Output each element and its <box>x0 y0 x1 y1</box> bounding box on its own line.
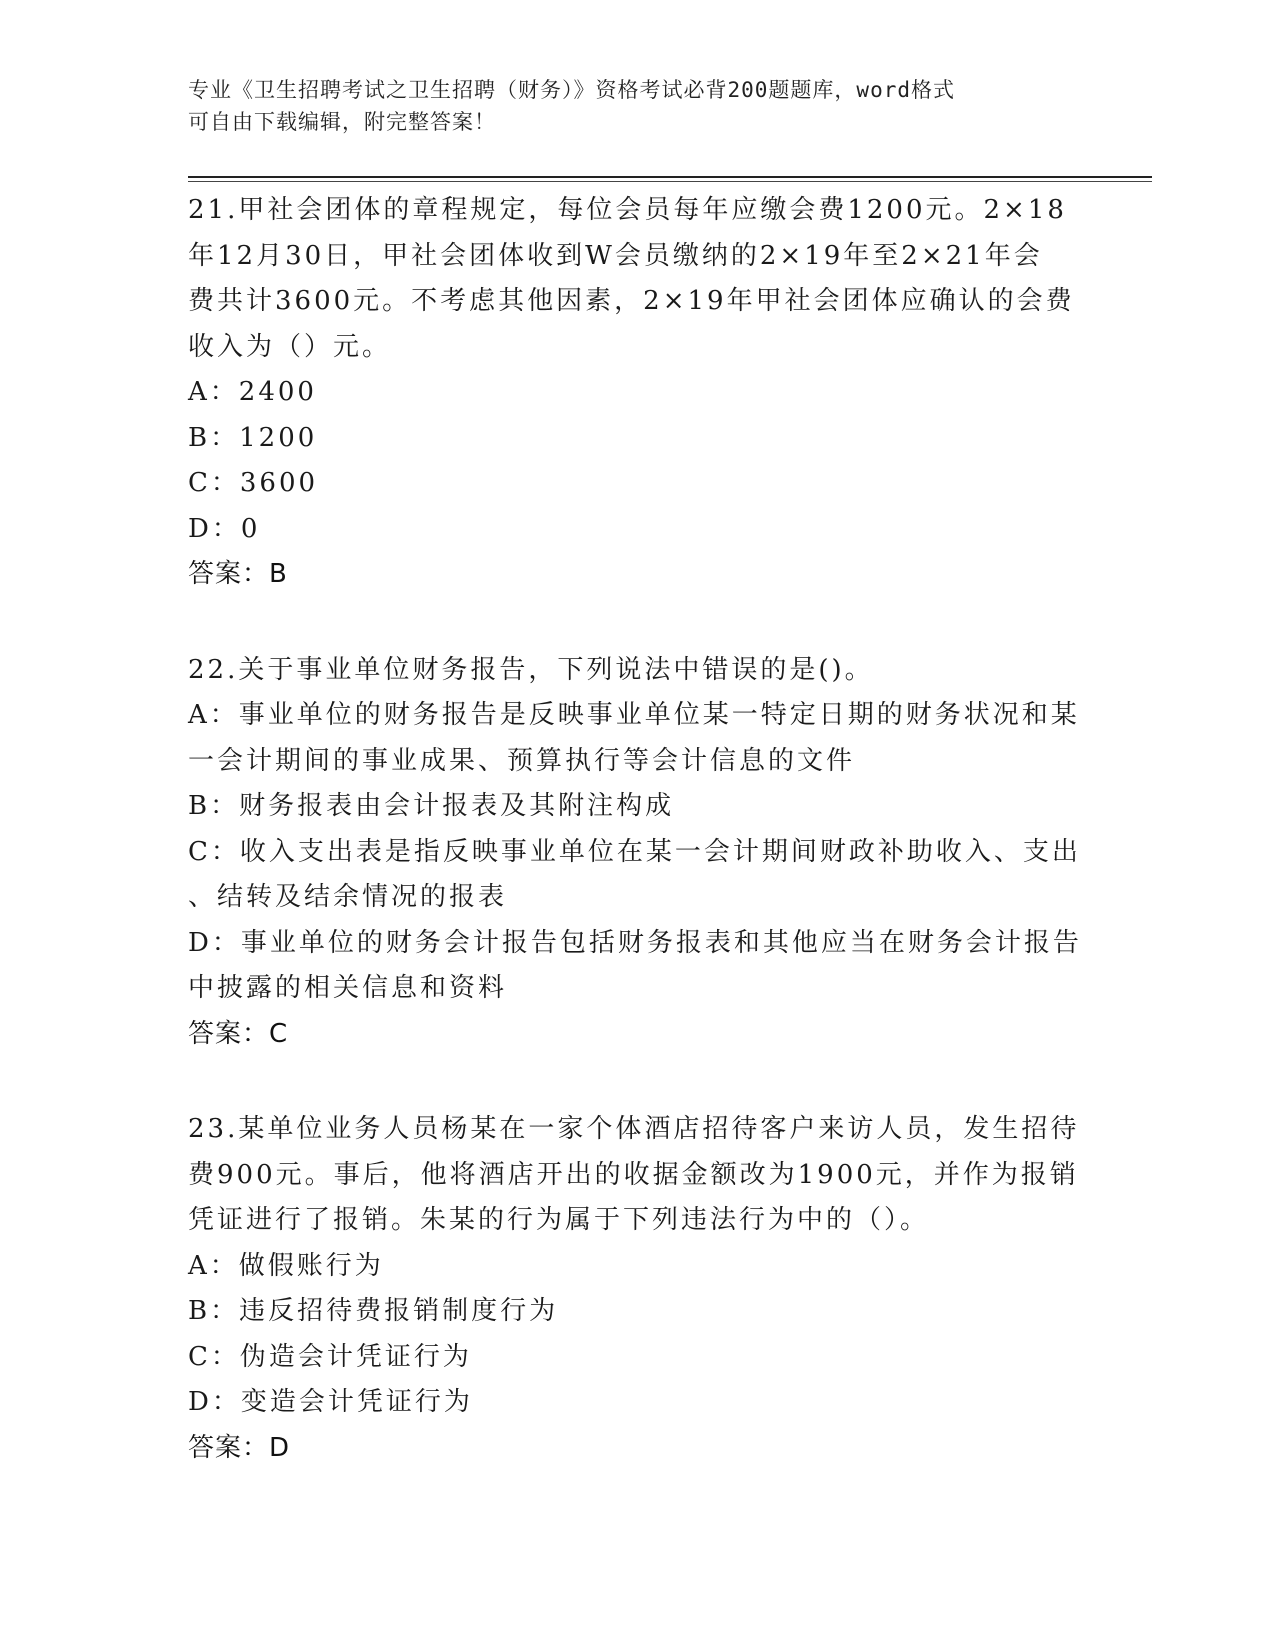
option-b <box>188 1289 1088 1335</box>
stem-line: 年12月30日，甲社会团体收到W会员缴纳的2×19年至2×21年会 <box>188 240 1043 271</box>
question-22 <box>188 648 1088 1058</box>
option-text: D：事业单位的财务会计报告包括财务报表和其他应当在财务会计报告 <box>188 927 1082 958</box>
header-line-2: 可自由下载编辑，附完整答案！ <box>188 110 496 134</box>
option-b <box>188 784 1088 830</box>
answer-label: 答案：B <box>188 559 288 589</box>
stem-line: 22.关于事业单位财务报告，下列说法中错误的是()。 <box>188 654 874 685</box>
header-rule-thin <box>188 181 1152 182</box>
question-stem <box>188 648 1088 694</box>
option-c <box>188 461 1088 507</box>
question-list <box>188 188 1088 1521</box>
option-d <box>188 1380 1088 1426</box>
question-stem <box>188 1107 1088 1244</box>
answer-label: 答案：D <box>188 1432 291 1463</box>
option-text: A：做假账行为 <box>188 1250 384 1281</box>
option-text: C：3600 <box>188 468 319 498</box>
option-a <box>188 1244 1088 1290</box>
option-text: D：0 <box>188 513 261 544</box>
question-21 <box>188 188 1088 598</box>
option-text: 中披露的相关信息和资料 <box>188 973 508 1003</box>
option-text: 一会计期间的事业成果、预算执行等会计信息的文件 <box>188 745 856 776</box>
option-d <box>188 921 1088 1012</box>
option-c <box>188 830 1088 921</box>
header-line-1: 专业《卫生招聘考试之卫生招聘（财务）》资格考试必背200题题库，word格式 <box>188 78 955 102</box>
question-23 <box>188 1107 1088 1471</box>
option-text: 、结转及结余情况的报表 <box>188 882 508 912</box>
stem-line: 23.某单位业务人员杨某在一家个体酒店招待客户来访人员，发生招待 <box>188 1114 1080 1144</box>
option-text: D：变造会计凭证行为 <box>188 1387 473 1417</box>
option-a <box>188 693 1088 784</box>
stem-line: 费900元。事后，他将酒店开出的收据金额改为1900元，并作为报销 <box>188 1159 1079 1190</box>
stem-line: 费共计3600元。不考虑其他因素，2×19年甲社会团体应确认的会费 <box>188 286 1075 316</box>
stem-line: 21.甲社会团体的章程规定，每位会员每年应缴会费1200元。2×18 <box>188 195 1067 225</box>
stem-line: 凭证进行了报销。朱某的行为属于下列违法行为中的（）。 <box>188 1205 930 1235</box>
stem-line: 收入为（）元。 <box>188 331 392 362</box>
option-b <box>188 416 1088 462</box>
header-rule-thick <box>188 176 1152 178</box>
option-text: A：2400 <box>188 377 317 407</box>
option-text: A：事业单位的财务报告是反映事业单位某一特定日期的财务状况和某 <box>188 700 1080 730</box>
option-text: C：收入支出表是指反映事业单位在某一会计期间财政补助收入、支出 <box>188 836 1081 867</box>
option-text: B：财务报表由会计报表及其附注构成 <box>188 791 675 821</box>
question-stem <box>188 188 1088 370</box>
option-text: B：违反招待费报销制度行为 <box>188 1296 559 1326</box>
option-a <box>188 370 1088 416</box>
document-header <box>188 74 1068 138</box>
option-text: C：伪造会计凭证行为 <box>188 1341 472 1372</box>
option-text: B：1200 <box>188 422 318 453</box>
option-c <box>188 1335 1088 1381</box>
option-d <box>188 507 1088 553</box>
answer-label: 答案：C <box>188 1018 289 1049</box>
